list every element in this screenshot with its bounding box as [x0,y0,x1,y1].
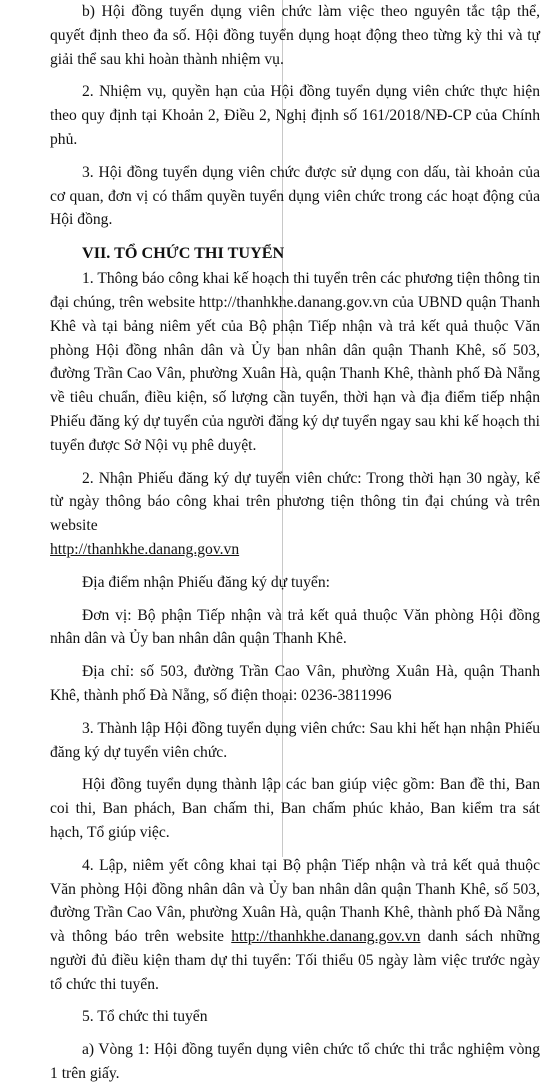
document-body [50,0,540,1086]
website-link[interactable]: http://thanhkhe.danang.gov.vn [50,540,240,558]
application-receipt-text: 2. Nhận Phiếu đăng ký dự tuyển viên chức: Trong thời hạn 30 ngày, kể từ ngày thông báo công khai trên phương tiện thông tin đại chúng và trên website [50,469,540,535]
paragraph-location-label: Địa điểm nhận Phiếu đăng ký dự tuyển: [82,573,330,591]
website-link-2[interactable]: http://thanhkhe.danang.gov.vn [231,928,421,946]
paragraph-address: Địa chỉ: số 503, đường Trần Cao Vân, phường Xuân Hà, quận Thanh Khê, thành phố Đà Nẵng, số điện thoại: 0236-3811996 [50,663,540,704]
paragraph-council-duties: 2. Nhiệm vụ, quyền hạn của Hội đồng tuyển dụng viên chức thực hiện theo quy định tại Khoản 2, Điều 2, Nghị định số 161/2018/NĐ-CP của Chính phủ. [50,83,540,148]
paragraph-council-setup: 3. Thành lập Hội đồng tuyển dụng viên chức: Sau khi hết hạn nhận Phiếu đăng ký dự tuyển viên chức. [50,719,540,761]
paragraph-support-boards: Hội đồng tuyển dụng thành lập các ban giúp việc gồm: Ban đề thi, Ban coi thi, Ban phách, Ban chấm thi, Ban chấm phúc khảo, Ban kiểm tra sát hạch, Tổ giúp việc. [50,776,540,841]
paragraph-exam-organization: 5. Tổ chức thi tuyển [82,1008,208,1026]
section-heading: VII. TỔ CHỨC THI TUYỂN [82,244,285,263]
paragraph-round-one: a) Vòng 1: Hội đồng tuyển dụng viên chức tổ chức thi trắc nghiệm vòng 1 trên giấy. [50,1041,540,1083]
paragraph-candidate-list [50,854,540,997]
paragraph-application-receipt [50,467,540,562]
paragraph-announcement: 1. Thông báo công khai kế hoạch thi tuyển trên các phương tiện thông tin đại chúng, trên website http://thanhkhe.danang.gov.vn của UBND quận Thanh Khê và tại bảng niêm yết của Bộ phận Tiếp nhận và trả kết quả thuộc Văn phòng Hội đồng nhân dân và Ủy ban nhân dân quận Thanh Khê, số 503, đường Trần Cao Vân, phường Xuân Hà, quận Thanh Khê, thành phố Đà Nẵng về tiêu chuẩn, điều kiện, số lượng cần tuyển, thời hạn và địa điểm tiếp nhận Phiếu đăng ký dự tuyển của người đăng ký dự tuyển ngay sau khi kế hoạch thi tuyển được Sở Nội vụ phê duyệt. [50,270,540,454]
candidate-list-text-before: 4. Lập, niêm yết công khai tại Bộ phận Tiếp nhận và trả kết quả thuộc Văn phòng Hội đồng nhân dân và Ủy ban nhân dân quận Thanh Khê, số 503, đường Trần Cao Vân, phường Xuân Hà, quận Thanh Khê, thành phố Đà Nẵng và thông báo trên website [50,856,540,946]
paragraph-unit: Đơn vị: Bộ phận Tiếp nhận và trả kết quả thuộc Văn phòng Hội đồng nhân dân và Ủy ban nhân dân quận Thanh Khê. [50,606,540,648]
paragraph-council-principles: b) Hội đồng tuyển dụng viên chức làm việc theo nguyên tắc tập thể, quyết định theo đa số. Hội đồng tuyển dụng hoạt động theo từng kỳ thi và tự giải thể sau khi hoàn thành nhiệm vụ. [50,3,540,68]
paragraph-council-seal: 3. Hội đồng tuyển dụng viên chức được sử dụng con dấu, tài khoản của cơ quan, đơn vị có thẩm quyền tuyển dụng viên chức trong các hoạt động của Hội đồng. [50,163,540,229]
candidate-list-text-after: danh sách những người đủ điều kiện tham dự thi tuyển: Tối thiểu 05 ngày làm việc trước ngày tổ chức thi tuyển. [50,928,541,993]
